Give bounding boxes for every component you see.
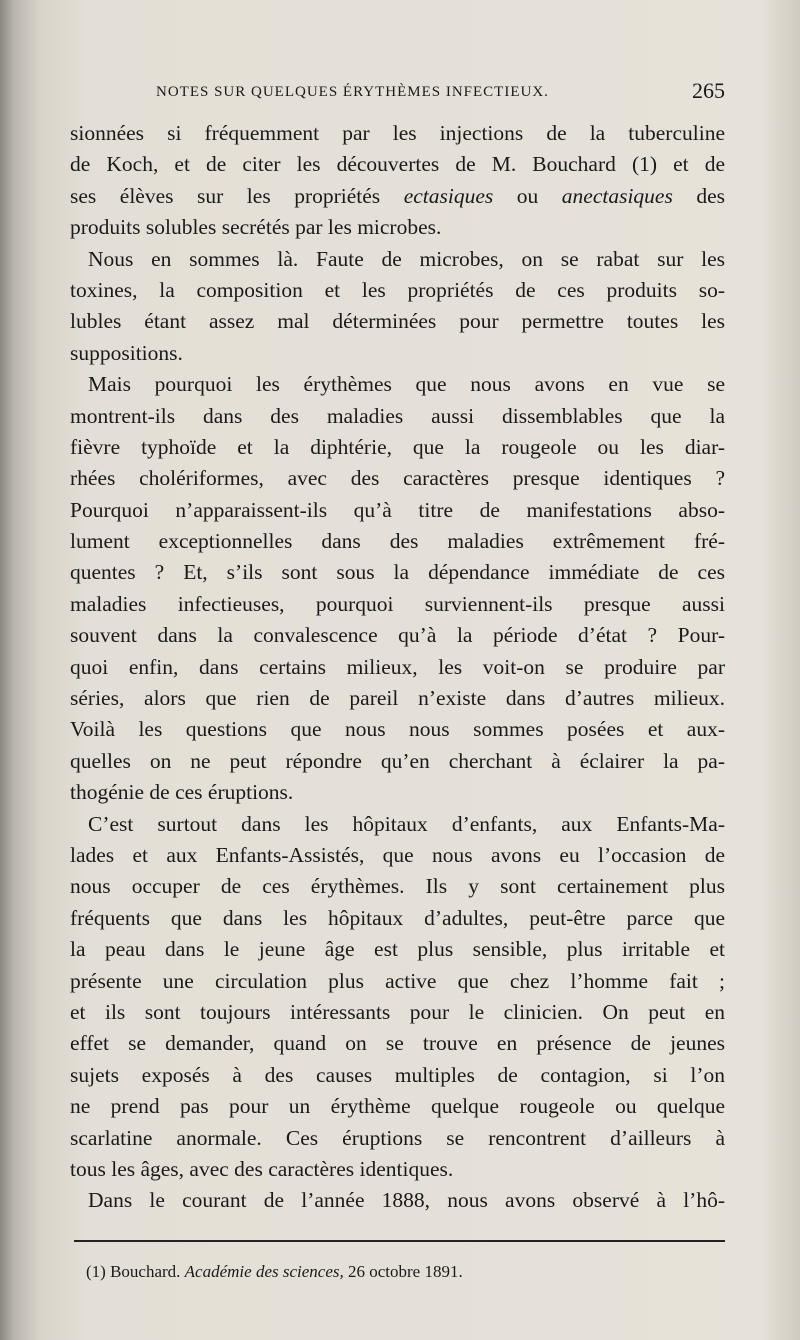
text-line: montrent-ils dans des maladies aussi dissemblables que la bbox=[70, 403, 725, 428]
text-line: maladies infectieuses, pourquoi surviennent-ils presque aussi bbox=[70, 591, 725, 616]
text-line: ses élèves sur les propriétés ectasiques ou anectasiques des bbox=[70, 183, 726, 208]
text-line: tous les âges, avec des caractères identiques. bbox=[70, 1156, 454, 1181]
page-edge-shadow bbox=[760, 0, 800, 1340]
text-line: suppositions. bbox=[70, 340, 183, 365]
text-line: sujets exposés à des causes multiples de contagion, si l’on bbox=[70, 1062, 725, 1087]
text-line: présente une circulation plus active que chez l’homme fait ; bbox=[70, 968, 725, 993]
page-number: 265 bbox=[692, 78, 725, 103]
footnote-source: Académie des sciences, bbox=[184, 1262, 344, 1281]
text-line: toxines, la composition et les propriétés de ces produits so- bbox=[70, 277, 725, 302]
text-line: nous occuper de ces érythèmes. Ils y sont certainement plus bbox=[70, 874, 725, 899]
italic-term: ectasiques bbox=[403, 183, 494, 208]
text-line: fréquents que dans les hôpitaux d’adultes, peut-être parce que bbox=[70, 905, 725, 930]
text-line: C’est surtout dans les hôpitaux d’enfants, aux Enfants-Ma- bbox=[88, 811, 725, 836]
text-line: quelles on ne peut répondre qu’en cherchant à éclairer la pa- bbox=[70, 748, 725, 773]
italic-term: anectasiques bbox=[561, 183, 673, 208]
text-line: fièvre typhoïde et la diphtérie, que la rougeole ou les diar- bbox=[70, 434, 725, 459]
footnote-rule bbox=[74, 1240, 725, 1242]
footnote-date: 26 octobre 1891. bbox=[348, 1262, 463, 1281]
text-line: quentes ? Et, s’ils sont sous la dépendance immédiate de ces bbox=[70, 560, 725, 585]
text-line: séries, alors que rien de pareil n’existe dans d’autres milieux. bbox=[70, 686, 725, 711]
text-line: souvent dans la convalescence qu’à la période d’état ? Pour- bbox=[70, 623, 725, 648]
text-line: lument exceptionnelles dans des maladies extrêmement fré- bbox=[70, 529, 725, 554]
text-line: ne prend pas pour un érythème quelque rougeole ou quelque bbox=[70, 1094, 725, 1119]
text-line: Nous en sommes là. Faute de microbes, on se rabat sur les bbox=[88, 246, 725, 271]
text-line: Dans le courant de l’année 1888, nous avons observé à l’hô- bbox=[88, 1188, 725, 1213]
text-line: Mais pourquoi les érythèmes que nous avons en vue se bbox=[88, 372, 725, 397]
text-line: sionnées si fréquemment par les injections de la tuberculine bbox=[70, 121, 725, 145]
text-line: produits solubles secrétés par les microbes. bbox=[70, 215, 442, 240]
footnote-prefix: (1) Bouchard. bbox=[86, 1262, 181, 1281]
text-line: et ils sont toujours intéressants pour le clinicien. On peut en bbox=[70, 999, 725, 1024]
text-line: quoi enfin, dans certains milieux, les voit-on se produire par bbox=[70, 654, 725, 679]
text-line: rhées cholériformes, avec des caractères presque identiques ? bbox=[70, 466, 725, 491]
text-line: Voilà les questions que nous nous sommes posées et aux- bbox=[70, 717, 725, 742]
text-line: lubles étant assez mal déterminées pour permettre toutes les bbox=[70, 309, 725, 334]
footnote bbox=[86, 1262, 463, 1282]
text-line: de Koch, et de citer les découvertes de M. Bouchard (1) et de bbox=[70, 152, 725, 177]
text-line: la peau dans le jeune âge est plus sensible, plus irritable et bbox=[70, 937, 725, 962]
text-line: lades et aux Enfants-Assistés, que nous avons eu l’occasion de bbox=[70, 842, 725, 867]
page-header bbox=[70, 76, 725, 112]
text-line: scarlatine anormale. Ces éruptions se rencontrent d’ailleurs à bbox=[70, 1125, 725, 1150]
text-line: effet se demander, quand on se trouve en présence de jeunes bbox=[70, 1031, 725, 1056]
running-head: NOTES SUR QUELQUES ÉRYTHÈMES INFECTIEUX. bbox=[156, 84, 549, 100]
body-text bbox=[70, 118, 725, 1217]
text-line: thogénie de ces éruptions. bbox=[70, 780, 294, 805]
text-line: Pourquoi n’apparaissent-ils qu’à titre de manifestations abso- bbox=[70, 497, 725, 522]
